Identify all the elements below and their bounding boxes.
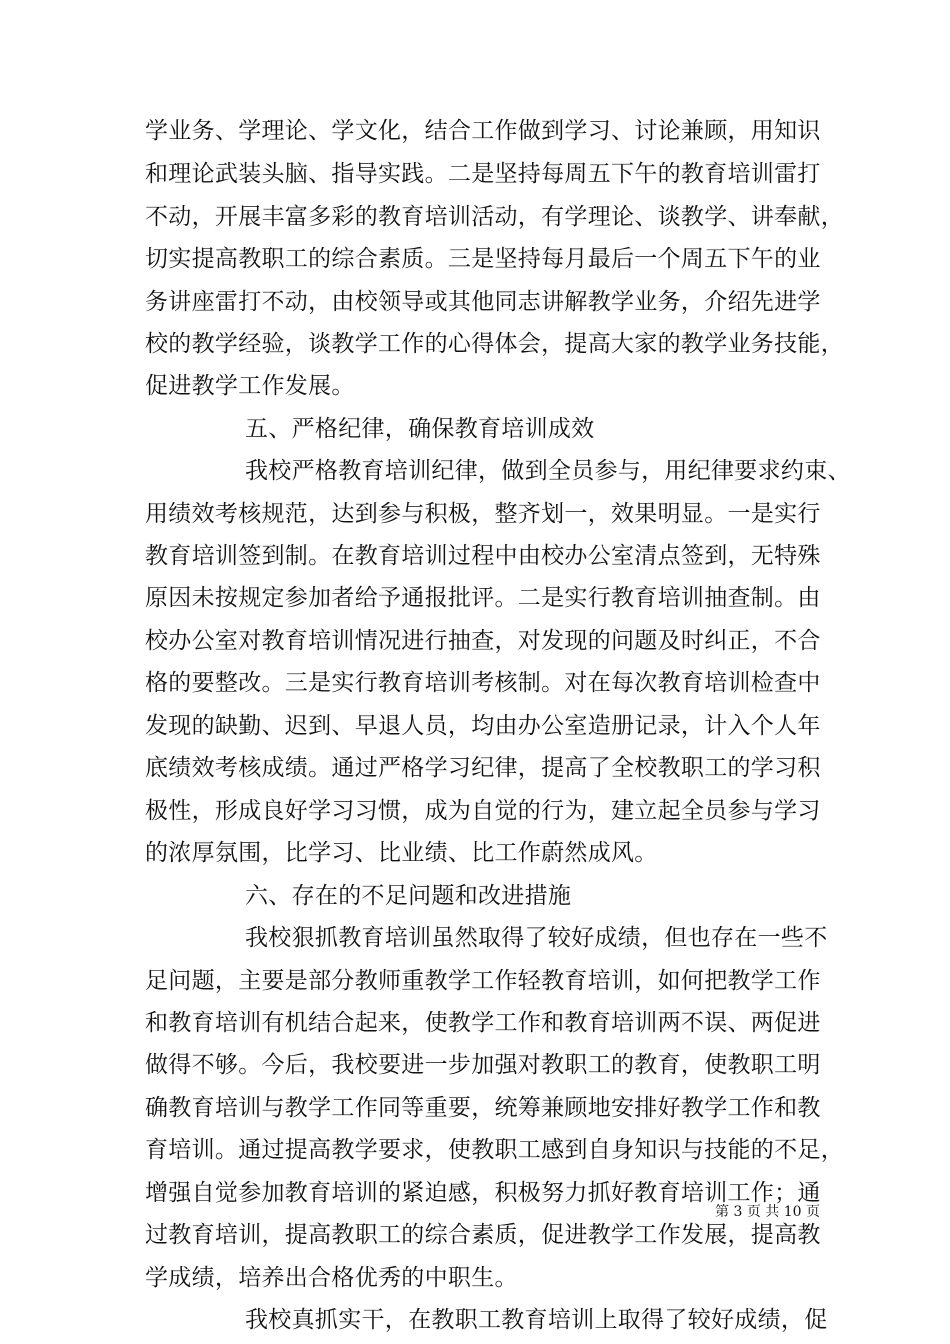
text-line: 确教育培训与教学工作同等重要，统筹兼顾地安排好教学工作和教 (145, 1095, 821, 1121)
text-line: 校办公室对教育培训情况进行抽查，对发现的问题及时纠正，不合 (145, 628, 821, 654)
text-line: 增强自觉参加教育培训的紧迫感，积极努力抓好教育培训工作；通 (145, 1180, 821, 1206)
section-heading-6: 六、存在的不足问题和改进措施 (245, 883, 572, 909)
text-line: 用绩效考核规范，达到参与积极，整齐划一，效果明显。一是实行 (145, 501, 821, 527)
text-line: 极性，形成良好学习习惯，成为自觉的行为，建立起全员参与学习 (145, 798, 821, 824)
paragraph-start-line: 我校狠抓教育培训虽然取得了较好成绩，但也存在一些不 (245, 925, 828, 951)
text-line: 发现的缺勤、迟到、早退人员，均由办公室造册记录，计入个人年 (145, 713, 821, 739)
section-heading-5: 五、严格纪律，确保教育培训成效 (245, 416, 595, 442)
text-line: 切实提高教职工的综合素质。三是坚持每月最后一个周五下午的业 (145, 246, 821, 272)
text-line: 过教育培训，提高教职工的综合素质，促进教学工作发展，提高教 (145, 1222, 821, 1248)
paragraph-start-line: 我校严格教育培训纪律，做到全员参与，用纪律要求约束、 (245, 458, 851, 484)
page-number-footer: 第 3 页 共 10 页 (715, 1204, 820, 1220)
text-line: 底绩效考核成绩。通过严格学习纪律，提高了全校教职工的学习积 (145, 755, 821, 781)
text-line: 和理论武装头脑、指导实践。二是坚持每周五下午的教育培训雷打 (145, 161, 821, 187)
text-line: 学业务、学理论、学文化，结合工作做到学习、讨论兼顾，用知识 (145, 118, 821, 144)
text-line: 的浓厚氛围，比学习、比业绩、比工作蔚然成风。 (145, 840, 658, 866)
text-line: 格的要整改。三是实行教育培训考核制。对在每次教育培训检查中 (145, 670, 821, 696)
paragraph-start-line: 我校真抓实干，在教职工教育培训上取得了较好成绩，促 (245, 1307, 828, 1333)
text-line: 促进教学工作发展。 (145, 373, 355, 399)
text-line: 原因未按规定参加者给予通报批评。二是实行教育培训抽查制。由 (145, 585, 821, 611)
text-line: 足问题，主要是部分教师重教学工作轻教育培训，如何把教学工作 (145, 968, 821, 994)
text-line: 和教育培训有机结合起来，使教学工作和教育培训两不误、两促进 (145, 1010, 821, 1036)
text-line: 育培训。通过提高教学要求，使教职工感到自身知识与技能的不足， (145, 1137, 844, 1163)
text-line: 不动，开展丰富多彩的教育培训活动，有学理论、谈教学、讲奉献， (145, 204, 844, 230)
text-line: 教育培训签到制。在教育培训过程中由校办公室清点签到，无特殊 (145, 543, 821, 569)
text-line: 做得不够。今后，我校要进一步加强对教职工的教育，使教职工明 (145, 1052, 821, 1078)
text-line: 校的教学经验，谈教学工作的心得体会，提高大家的教学业务技能， (145, 331, 844, 357)
text-line: 务讲座雷打不动，由校领导或其他同志讲解教学业务，介绍先进学 (145, 289, 821, 315)
text-line: 学成绩，培养出合格优秀的中职生。 (145, 1265, 518, 1291)
